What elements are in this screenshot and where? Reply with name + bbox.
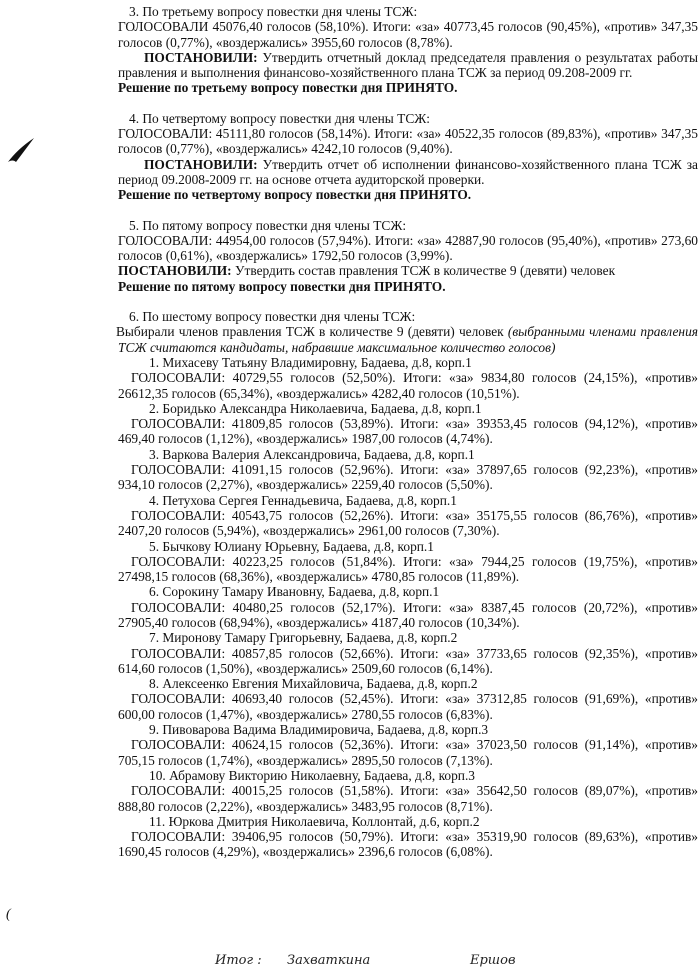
candidate-name: 11. Юркова Дмитрия Николаевича, Коллонтай, д.6, корп.2	[149, 813, 480, 829]
candidate-name: 3. Варкова Валерия Александровича, Бадаева, д.8, корп.1	[149, 446, 475, 462]
handwritten-result-label: Итог :	[215, 953, 262, 968]
resolved-label: ПОСТАНОВИЛИ:	[144, 156, 258, 172]
candidate-item	[118, 447, 698, 493]
candidate-name: 7. Миронову Тамару Григорьевну, Бадаева, д.8, корп.2	[149, 630, 458, 646]
candidate-votes: ГОЛОСОВАЛИ: 41091,15 голосов (52,96%). Итоги: «за» 37897,65 голосов (92,23%), «против» 934,10 голосов (2,27%), «воздержались» 2259,40 голосов (5,50%).	[118, 462, 698, 493]
candidate-name: 2. Боридько Александра Николаевича, Бадаева, д.8, корп.1	[149, 400, 482, 416]
intro-text: Выбирали членов правления ТСЖ в количестве 9 (девяти) человек	[116, 324, 508, 340]
candidate-votes: ГОЛОСОВАЛИ: 40624,15 голосов (52,36%). Итоги: «за» 37023,50 голосов (91,14%), «против» 705,15 голосов (1,74%), «воздержались» 2895,50 голосов (7,13%).	[118, 737, 698, 768]
candidate-list	[118, 355, 698, 860]
candidate-votes: ГОЛОСОВАЛИ: 39406,95 голосов (50,79%). Итоги: «за» 35319,90 голосов (89,63%), «против» 1690,45 голосов (4,29%), «воздержались» 2396,6 голосов (6,08%).	[118, 829, 698, 860]
candidate-name: 4. Петухова Сергея Геннадьевича, Бадаева, д.8, корп.1	[149, 492, 457, 508]
candidate-votes: ГОЛОСОВАЛИ: 40223,25 голосов (51,84%). Итоги: «за» 7944,25 голосов (19,75%), «против» 27498,15 голосов (68,36%), «воздержались» 4780,85 голосов (11,89%).	[118, 553, 698, 585]
candidate-votes: ГОЛОСОВАЛИ: 41809,85 голосов (53,89%). Итоги: «за» 39353,45 голосов (94,12%), «против» 469,40 голосов (1,12%), «воздержались» 1987,00 голосов (4,74%).	[118, 416, 698, 447]
candidate-votes: ГОЛОСОВАЛИ: 40480,25 голосов (52,17%). Итоги: «за» 8387,45 голосов (20,72%), «против» 27905,40 голосов (68,94%), «воздержались» 4187,40 голосов (10,34%).	[118, 599, 698, 630]
handwritten-signature-1: Захваткина	[287, 953, 371, 968]
candidate-name: 6. Сорокину Тамару Ивановну, Бадаева, д.8, корп.1	[149, 584, 440, 600]
question-6-heading: 6. По шестому вопросу повестки дня члены ТСЖ:	[129, 309, 416, 325]
question-6-section	[118, 309, 698, 860]
candidate-item	[118, 722, 698, 768]
candidate-item	[118, 584, 698, 630]
candidate-name: 1. Михасеву Татьяну Владимировну, Бадаева, д.8, корп.1	[149, 354, 472, 370]
question-5-decision: Решение по пятому вопросу повестки дня ПРИНЯТО.	[118, 278, 446, 294]
question-3-decision: Решение по третьему вопросу повестки дня ПРИНЯТО.	[118, 80, 458, 96]
candidate-item	[118, 630, 698, 676]
resolved-text: Утвердить отчет об исполнении финансово-хозяйственного плана ТСЖ за период 09.2008-2009 гг. на основе отчета аудиторской проверки.	[118, 156, 698, 187]
intro-italic-note: (выбранными членами правления ТСЖ считаются кандидаты, набравшие максимальное количество голосов)	[118, 324, 698, 355]
question-5-resolution	[118, 263, 698, 278]
handwritten-signature-2: Ершов	[470, 953, 516, 968]
handwritten-signatures	[215, 953, 575, 971]
candidate-votes: ГОЛОСОВАЛИ: 40693,40 голосов (52,45%). Итоги: «за» 37312,85 голосов (91,69%), «против» 600,00 голосов (1,47%), «воздержались» 2780,55 голосов (6,83%).	[118, 691, 698, 722]
candidate-item	[118, 539, 698, 585]
question-4-resolution	[118, 157, 698, 188]
candidate-votes: ГОЛОСОВАЛИ: 40729,55 голосов (52,50%). Итоги: «за» 9834,80 голосов (24,15%), «против» 26612,35 голосов (65,34%), «воздержались» 4282,40 голосов (10,51%).	[118, 370, 698, 401]
question-4-section	[118, 111, 698, 203]
candidate-item	[118, 355, 698, 401]
question-6-intro	[118, 324, 698, 355]
document-page	[118, 4, 698, 860]
question-3-heading: 3. По третьему вопросу повестки дня члены ТСЖ:	[129, 4, 418, 19]
candidate-name: 5. Бычкову Юлиану Юрьевну, Бадаева, д.8, корп.1	[149, 538, 434, 554]
question-4-decision: Решение по четвертому вопросу повестки дня ПРИНЯТО.	[118, 187, 472, 203]
resolved-label: ПОСТАНОВИЛИ:	[118, 263, 232, 279]
candidate-votes: ГОЛОСОВАЛИ: 40543,75 голосов (52,26%). Итоги: «за» 35175,55 голосов (86,76%), «против» 2407,20 голосов (5,94%), «воздержались» 2961,00 голосов (7,30%).	[118, 507, 698, 539]
candidate-item	[118, 493, 698, 539]
candidate-name: 9. Пивоварова Вадима Владимировича, Бадаева, д.8, корп.3	[149, 722, 489, 738]
resolved-text: Утвердить отчетный доклад председателя правления о результатах работы правления и выполнения финансово-хозяйственного плана ТСЖ за период 09.208-2009 гг.	[118, 49, 698, 81]
candidate-item	[118, 676, 698, 722]
candidate-item	[118, 814, 698, 860]
question-5-votes: ГОЛОСОВАЛИ: 44954,00 голосов (57,94%). Итоги: «за» 42887,90 голосов (95,40%), «против» 273,60 голосов (0,61%), «воздержались» 1792,50 голосов (3,99%).	[118, 232, 698, 264]
question-4-votes: ГОЛОСОВАЛИ: 45111,80 голосов (58,14%). Итоги: «за» 40522,35 голосов (89,83%), «против» 347,35 голосов (0,77%), «воздержались» 4242,10 голосов (9,40%).	[118, 126, 698, 157]
candidate-item	[118, 401, 698, 447]
candidate-votes: ГОЛОСОВАЛИ: 40015,25 голосов (51,58%). Итоги: «за» 35642,50 голосов (89,07%), «против» 888,80 голосов (2,22%), «воздержались» 3483,95 голосов (8,71%).	[118, 783, 698, 814]
question-3-section	[118, 4, 698, 96]
margin-scribble: (	[6, 907, 11, 922]
candidate-name: 8. Алексеенко Евгения Михайловича, Бадаева, д.8, корп.2	[149, 676, 478, 692]
question-3-votes: ГОЛОСОВАЛИ 45076,40 голосов (58,10%). Итоги: «за» 40773,45 голосов (90,45%), «против» 347,35 голосов (0,77%), «воздержались» 3955,60 голосов (8,78%).	[118, 19, 698, 50]
candidate-votes: ГОЛОСОВАЛИ: 40857,85 голосов (52,66%). Итоги: «за» 37733,65 голосов (92,35%), «против» 614,60 голосов (1,50%), «воздержались» 2509,60 голосов (6,14%).	[118, 645, 698, 676]
handwritten-check-mark-icon	[6, 136, 36, 166]
resolved-text: Утвердить состав правления ТСЖ в количестве 9 (девяти) человек	[231, 263, 616, 279]
resolved-label: ПОСТАНОВИЛИ:	[144, 49, 258, 65]
question-5-heading: 5. По пятому вопросу повестки дня члены ТСЖ:	[129, 217, 407, 233]
question-4-heading: 4. По четвертому вопросу повестки дня члены ТСЖ:	[129, 110, 430, 126]
question-3-resolution	[118, 50, 698, 81]
candidate-item	[118, 768, 698, 814]
question-5-section	[118, 218, 698, 294]
candidate-name: 10. Абрамову Викторию Николаевну, Бадаева, д.8, корп.3	[149, 767, 475, 783]
